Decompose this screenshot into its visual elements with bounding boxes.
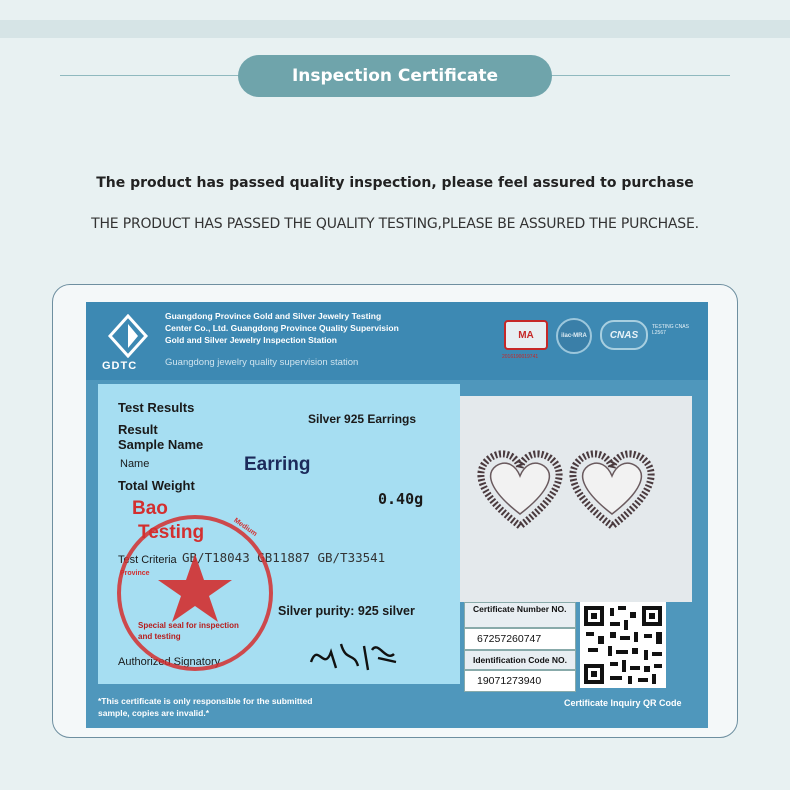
authorized-signatory-label: Authorized Signatory: [118, 656, 221, 668]
result-label: Result: [118, 422, 158, 437]
test-criteria-label: Test Criteria: [118, 554, 177, 566]
cnas-number: TESTING CNAS L2567: [652, 324, 689, 336]
title-divider-left: [60, 75, 240, 76]
page-title: Inspection Certificate: [238, 55, 552, 97]
silver-purity-value: Silver purity: 925 silver: [278, 604, 415, 618]
gdtc-logo-icon: [106, 314, 150, 358]
top-stripe: [0, 20, 790, 38]
id-code-value: 19071273940: [464, 670, 576, 692]
sample-name-value: Earring: [244, 454, 311, 475]
total-weight-label: Total Weight: [118, 478, 195, 493]
sample-name-label: Sample Name: [118, 437, 204, 452]
subtitle-caps: THE PRODUCT HAS PASSED THE QUALITY TESTING,PLEASE BE ASSURED THE PURCHASE.: [91, 216, 699, 232]
certificate-card: [86, 302, 708, 728]
ilac-badge-icon: ilac-MRA: [556, 318, 592, 354]
stamp-text-line1: Bao: [132, 498, 168, 519]
heart-earrings-image: [460, 396, 692, 602]
organization-name: Guangdong Province Gold and Silver Jewelry Testing Center Co., Ltd. Guangdong Province Quality Supervision Gold and Silver Jewelry Inspection Station: [165, 311, 399, 345]
total-weight-value: 0.40g: [378, 490, 424, 508]
id-code-label: Identification Code NO.: [464, 650, 576, 670]
signature-icon: [306, 632, 406, 678]
certificate-header: [86, 302, 708, 380]
qr-code-label: Certificate Inquiry QR Code: [564, 698, 682, 708]
product-image-panel: [460, 396, 692, 602]
stamp-province-text: Province: [120, 570, 150, 577]
station-tagline: Guangdong jewelry quality supervision station: [165, 357, 359, 368]
stamp-edge-text: Medium: [232, 517, 259, 538]
name-label: Name: [120, 458, 150, 470]
certificate-disclaimer: *This certificate is only responsible for the submitted sample, copies are invalid.*: [98, 696, 313, 718]
test-results-label: Test Results: [118, 400, 195, 415]
stamp-text-line2: Testing: [138, 522, 205, 543]
subtitle: The product has passed quality inspection, please feel assured to purchase: [96, 175, 694, 191]
product-title: Silver 925 Earrings: [308, 412, 417, 426]
title-divider-right: [550, 75, 730, 76]
test-criteria-value: GB/T18043 GB11887 GB/T33541: [182, 550, 386, 565]
qr-code-icon: [580, 602, 666, 688]
stamp-caption: Special seal for inspection and testing: [138, 621, 239, 641]
gdtc-logo-text: GDTC: [102, 360, 138, 372]
cert-number-label: Certificate Number NO.: [464, 602, 576, 628]
cnas-badge-icon: CNAS: [600, 320, 648, 350]
cert-number-value: 67257260747: [464, 628, 576, 650]
cma-badge-icon: MA: [504, 320, 548, 350]
cma-number: 2016190019741: [502, 354, 539, 360]
